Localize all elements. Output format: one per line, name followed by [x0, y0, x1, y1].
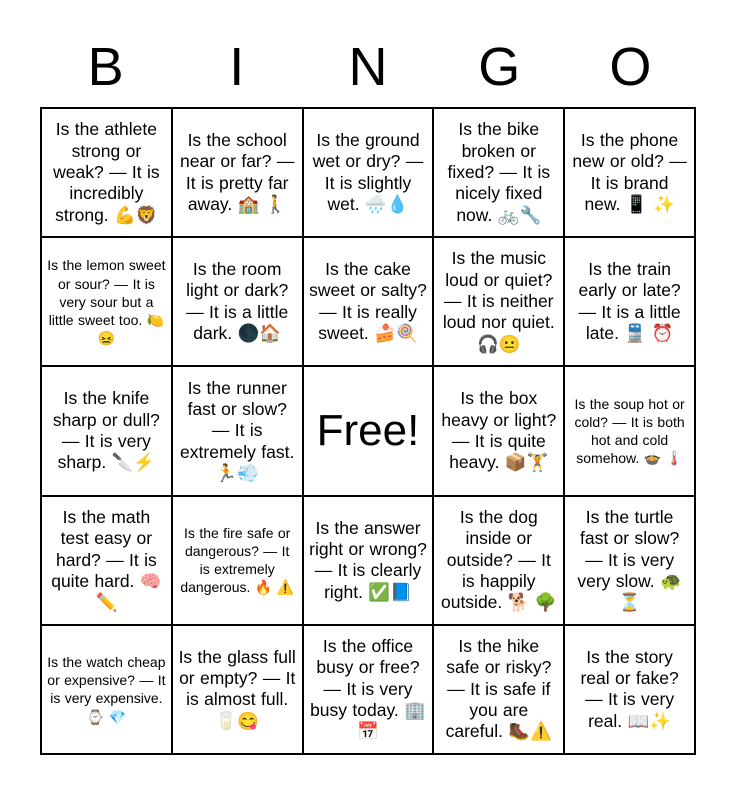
cell-text: Is the bike broken or fixed? — It is nicely fixed now. 🚲🔧	[447, 119, 551, 225]
bingo-cell-dog[interactable]	[434, 497, 565, 626]
bingo-cell-ground[interactable]	[304, 109, 435, 238]
cell-text: Is the answer right or wrong? — It is clearly right. ✅📘	[309, 517, 427, 602]
cell-text: Is the dog inside or outside? — It is happily outside. 🐕 🌳	[440, 506, 557, 613]
free-cell-text: Free!	[316, 405, 420, 455]
cell-text: Is the ground wet or dry? — It is slightly wet. 🌧️💧	[312, 129, 424, 214]
bingo-cell-watch[interactable]	[42, 626, 173, 755]
bingo-title	[40, 38, 696, 98]
bingo-cell-free[interactable]	[304, 367, 435, 496]
cell-text: Is the knife sharp or dull? — It is very sharp. 🔪⚡	[52, 388, 160, 473]
cell-text: Is the lemon sweet or sour? — It is very sour but a little sweet too. 🍋 😖	[47, 257, 166, 347]
bingo-cell-knife[interactable]	[42, 367, 173, 496]
bingo-cell-turtle[interactable]	[565, 497, 696, 626]
cell-text: Is the math test easy or hard? — It is quite hard. 🧠✏️	[51, 506, 162, 613]
bingo-cell-runner[interactable]	[173, 367, 304, 496]
bingo-cell-fire[interactable]	[173, 497, 304, 626]
bingo-cell-box[interactable]	[434, 367, 565, 496]
cell-text: Is the turtle fast or slow? — It is very very slow. 🐢⏳	[577, 506, 682, 613]
bingo-cell-school[interactable]	[173, 109, 304, 238]
cell-text: Is the room light or dark? — It is a little dark. 🌑🏠	[186, 259, 289, 344]
cell-text: Is the fire safe or dangerous? — It is extremely dangerous. 🔥 ⚠️	[180, 524, 295, 596]
title-letter-o: O	[609, 37, 652, 97]
bingo-cell-bike[interactable]	[434, 109, 565, 238]
bingo-cell-cake[interactable]	[304, 238, 435, 367]
title-letter-b: B	[87, 37, 124, 97]
title-letter-i: I	[229, 37, 245, 97]
cell-text: Is the phone new or old? — It is brand new. 📱 ✨	[572, 129, 687, 214]
cell-text: Is the athlete strong or weak? — It is incredibly strong. 💪🦁	[53, 119, 160, 225]
bingo-grid	[40, 107, 696, 755]
cell-text: Is the train early or late? — It is a little late. 🚆 ⏰	[578, 259, 681, 344]
bingo-cell-soup[interactable]	[565, 367, 696, 496]
bingo-cell-music[interactable]	[434, 238, 565, 367]
bingo-cell-lemon[interactable]	[42, 238, 173, 367]
cell-text: Is the office busy or free? — It is very busy today. 🏢 📅	[310, 636, 426, 742]
cell-text: Is the music loud or quiet? — It is neither loud nor quiet. 🎧😐	[442, 248, 555, 354]
bingo-cell-answer[interactable]	[304, 497, 435, 626]
cell-text: Is the soup hot or cold? — It is both hot and cold somehow. 🍲 🌡️	[574, 395, 685, 467]
cell-text: Is the story real or fake? — It is very real. 📖✨	[580, 646, 679, 731]
cell-text: Is the school near or far? — It is pretty far away. 🏫 🚶	[180, 129, 295, 214]
cell-text: Is the watch cheap or expensive? — It is very expensive. ⌚ 💎	[47, 654, 166, 725]
cell-text: Is the glass full or empty? — It is almost full. 🥛😋	[178, 646, 296, 731]
cell-text: Is the hike safe or risky? — It is safe if you are careful. 🥾⚠️	[445, 636, 552, 742]
bingo-cell-phone[interactable]	[565, 109, 696, 238]
cell-text: Is the box heavy or light? — It is quite heavy. 📦🏋️	[441, 388, 557, 473]
title-letter-g: G	[478, 37, 521, 97]
cell-text: Is the cake sweet or salty? — It is really sweet. 🍰🍭	[309, 259, 427, 344]
bingo-cell-office[interactable]	[304, 626, 435, 755]
bingo-cell-athlete[interactable]	[42, 109, 173, 238]
cell-text: Is the runner fast or slow? — It is extremely fast. 🏃💨	[180, 377, 295, 483]
bingo-cell-math-test[interactable]	[42, 497, 173, 626]
bingo-cell-room[interactable]	[173, 238, 304, 367]
bingo-cell-glass[interactable]	[173, 626, 304, 755]
bingo-cell-hike[interactable]	[434, 626, 565, 755]
bingo-cell-train[interactable]	[565, 238, 696, 367]
title-letter-n: N	[348, 37, 388, 97]
bingo-cell-story[interactable]	[565, 626, 696, 755]
